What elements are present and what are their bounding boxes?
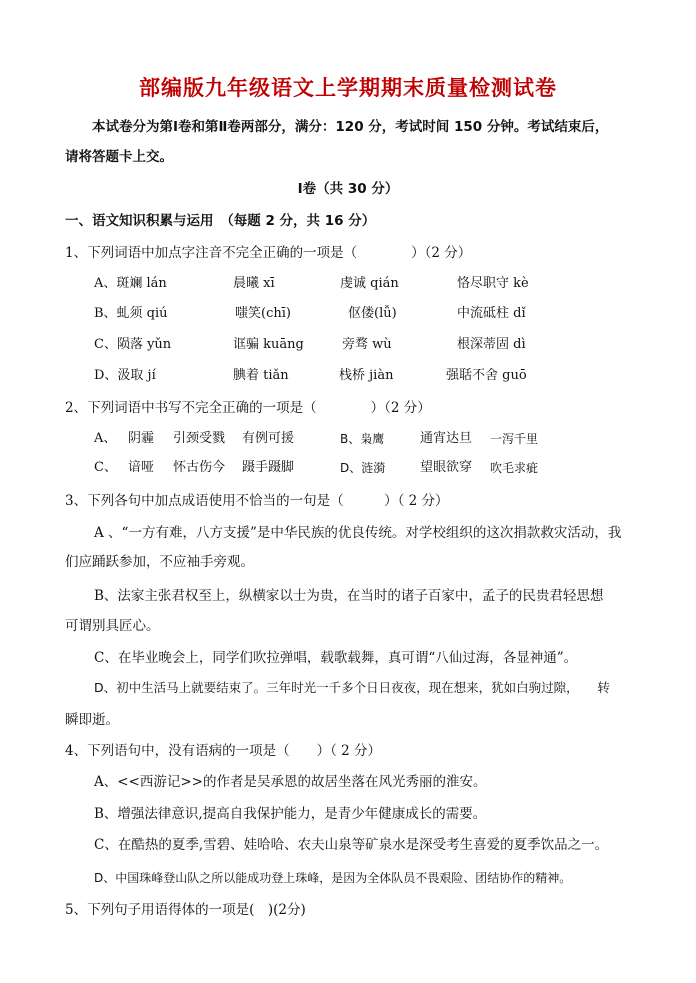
q1-option-a-word3: 虔诚 qián bbox=[340, 276, 399, 291]
page-title: 部编版九年级语文上学期期末质量检测试卷 bbox=[139, 76, 557, 100]
q2-option-c-word2: 怀古伤今 bbox=[173, 460, 226, 475]
q1-option-d-word2: 腆着 tiǎn bbox=[233, 368, 289, 383]
section-heading: 一、语文知识积累与运用 （每题 2 分，共 16 分） bbox=[65, 213, 376, 229]
question-2-stem: 2、下列词语中书写不完全正确的一项是（ ）（2 分） bbox=[65, 400, 431, 416]
q2-option-a-word3: 有例可援 bbox=[242, 431, 295, 446]
question-1-stem: 1、下列词语中加点字注音不完全正确的一项是（ ）（2 分） bbox=[65, 245, 472, 261]
intro-line-1: 本试卷分为第Ⅰ卷和第Ⅱ卷两部分，满分：120 分，考试时间 150 分钟。考试结束后， bbox=[92, 119, 609, 135]
q2-option-d-word1: D、涟漪 bbox=[340, 461, 386, 475]
intro-line-2: 请将答题卡上交。 bbox=[65, 149, 173, 165]
q2-option-a-word2: 引颈受戮 bbox=[173, 431, 226, 446]
question-3-stem: 3、下列各句中加点成语使用不恰当的一句是（ ）（ 2 分） bbox=[65, 493, 449, 509]
q2-option-a-word1: 阴霾 bbox=[128, 431, 155, 446]
question-5-stem: 5、下列句子用语得体的一项是( )(2分) bbox=[65, 902, 306, 918]
q3-option-d-line1: D、初中生活马上就要结束了。三年时光一千多个日日夜夜，现在想来，犹如白驹过隙， 转 bbox=[94, 680, 610, 695]
q2-option-d-word2: 望眼欲穿 bbox=[420, 460, 473, 475]
q2-option-b-word1: B、枭鹰 bbox=[340, 432, 385, 446]
q1-option-b-word2: 嗤笑(chī) bbox=[235, 306, 291, 321]
q3-option-d-line2: 瞬即逝。 bbox=[65, 712, 119, 728]
q4-option-c: C、在酷热的夏季,雪碧、娃哈哈、农夫山泉等矿泉水是深受考生喜爱的夏季饮品之一。 bbox=[94, 837, 609, 853]
question-4-stem: 4、下列语句中，没有语病的一项是（ ）（ 2 分） bbox=[65, 743, 382, 759]
q2-option-c-word3: 蹑手蹑脚 bbox=[242, 460, 295, 475]
q1-option-d-word1: D、汲取 jí bbox=[94, 368, 156, 383]
q1-option-b-word1: B、虬须 qiú bbox=[94, 306, 168, 321]
q4-option-d: D、中国珠峰登山队之所以能成功登上珠峰，是因为全体队员不畏艰险、团结协作的精神。 bbox=[94, 871, 572, 885]
q1-option-a-word4: 恪尽职守 kè bbox=[457, 276, 529, 291]
q1-option-c-word1: C、陨落 yǔn bbox=[94, 337, 172, 352]
q2-option-a-label: A、 bbox=[94, 431, 117, 446]
q1-option-b-word3: 伛偻(lǚ) bbox=[348, 306, 397, 321]
q3-option-a-line1: A 、“一方有难，八方支援”是中华民族的优良传统。对学校组织的这次捐款救灾活动，我 bbox=[94, 525, 622, 541]
q3-option-c: C、在毕业晚会上，同学们吹拉弹唱，载歌载舞，真可谓“八仙过海，各显神通”。 bbox=[94, 650, 578, 666]
q1-option-b-word4: 中流砥柱 dǐ bbox=[457, 306, 526, 321]
q1-option-c-word3: 旁骛 wù bbox=[342, 337, 392, 352]
q1-option-d-word3: 栈桥 jiàn bbox=[339, 368, 394, 383]
q2-option-b-word3: 一泻千里 bbox=[490, 432, 539, 446]
q2-option-b-word2: 通宵达旦 bbox=[420, 431, 473, 446]
q3-option-a-line2: 们应踊跃参加，不应袖手旁观。 bbox=[65, 554, 254, 570]
q3-option-b-line2: 可谓别具匠心。 bbox=[65, 618, 160, 634]
q2-option-d-word3: 吹毛求疵 bbox=[490, 461, 539, 475]
part-heading: Ⅰ卷（共 30 分） bbox=[297, 181, 399, 197]
q2-option-c-word1: 谙哑 bbox=[128, 460, 155, 475]
q4-option-a: A、<<西游记>>的作者是吴承恩的故居坐落在风光秀丽的淮安。 bbox=[94, 774, 487, 790]
q3-option-b-line1: B、法家主张君权至上，纵横家以士为贵，在当时的诸子百家中，孟子的民贵君轻思想 bbox=[94, 588, 604, 604]
q2-option-c-label: C、 bbox=[94, 460, 117, 475]
q4-option-b: B、增强法律意识,提高自我保护能力，是青少年健康成长的需要。 bbox=[94, 806, 487, 822]
q1-option-d-word4: 强聒不舍 guō bbox=[446, 368, 527, 383]
q1-option-a-word2: 晨曦 xī bbox=[233, 276, 275, 291]
q1-option-c-word2: 诓骗 kuāng bbox=[233, 337, 304, 352]
q1-option-a-word1: A、斑斓 lán bbox=[94, 276, 167, 291]
q1-option-c-word4: 根深蒂固 dì bbox=[457, 337, 526, 352]
